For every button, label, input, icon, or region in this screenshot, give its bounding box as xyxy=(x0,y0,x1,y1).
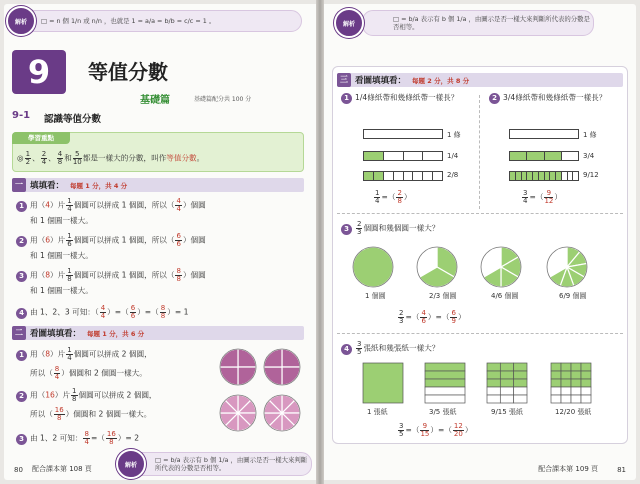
square-twentieths-cell xyxy=(581,363,591,371)
hint-badge-label: 解析 xyxy=(124,461,137,469)
hint-badge xyxy=(334,8,364,38)
section-2-header: 二 看圖填填看： 每題 1 分，共 6 分 xyxy=(12,326,304,340)
square-twentieths-cell xyxy=(571,387,581,395)
question-3-tail: 和 1 個圓一樣大。 xyxy=(30,286,93,295)
problem-3: 3 由 1、2 可知： $\frac{8}{4}$ =（ $\frac{16}{8}$ ）= 2 xyxy=(16,431,139,446)
square-fifteenths-cell xyxy=(487,395,500,403)
problem-2-b: 所以（ $\frac{16}{8}$ ）個圓和 2 個圓一樣大。 xyxy=(30,406,152,422)
card-3-equation: $\frac{2}{3}$ =（ $\frac{4}{6}$ ）=（ $\frac{6}{9}$ ） xyxy=(399,309,466,325)
square-label-3: 9/15 張紙 xyxy=(491,408,523,416)
basic-score: 基礎篇配分共 100 分 xyxy=(194,96,252,103)
strip-label-2-3: 9/12 xyxy=(583,171,599,179)
square-twentieths-cell xyxy=(551,395,561,403)
lesson-number: 9-1 xyxy=(12,110,31,121)
square-twentieths-cell xyxy=(571,395,581,403)
square-label-4: 12/20 張紙 xyxy=(555,408,592,416)
square-fifths-cell xyxy=(425,395,465,403)
page-ref: 配合課本第 109 頁 xyxy=(538,465,598,473)
square-fifteenths-cell xyxy=(500,379,513,387)
question-4: 4 由 1、2、3 可知：（ $\frac{4}{4}$ ）=（ $\frac{6}{6}$ ）=（ $\frac{8}{8}$ ）= 1 xyxy=(16,305,188,320)
card-3-title: 3 $\frac{2}{3}$ 個圓和幾個圓一樣大？ xyxy=(341,221,439,236)
circle-diagrams xyxy=(4,4,318,480)
card-4-equation: $\frac{3}{5}$ =（ $\frac{9}{15}$ ）=（ $\frac{12}{20}$ ） xyxy=(399,422,473,438)
circle-label-2: 2/3 個圓 xyxy=(429,292,457,300)
card-2-equation: $\frac{3}{4}$ =（ $\frac{9}{12}$ ） xyxy=(523,189,562,205)
card-2-title: 2 3/4條紙帶和幾條紙帶一樣長？ xyxy=(489,93,606,104)
square-twentieths-cell xyxy=(561,363,571,371)
square-fifteenths-cell xyxy=(500,363,513,371)
square-fifths-cell xyxy=(425,371,465,379)
circle-label-1: 1 個圓 xyxy=(365,292,386,300)
square-fifths-cell xyxy=(425,379,465,387)
key-frac-1: $\frac{1}{2}$ xyxy=(25,150,31,166)
square-fifteenths-cell xyxy=(500,395,513,403)
square-twentieths-cell xyxy=(581,371,591,379)
square-twentieths-cell xyxy=(561,395,571,403)
square-twentieths-cell xyxy=(571,363,581,371)
card-4-title: 4 $\frac{3}{5}$ 張紙和幾張紙一樣大？ xyxy=(341,341,439,356)
square-twentieths-cell xyxy=(551,363,561,371)
strip-label-2: 1/4 xyxy=(447,152,459,160)
right-page xyxy=(322,4,636,480)
question-3: 3 用（8）片 $\frac{1}{8}$ 個圓可以拼成 1 個圓，所以（ $\frac{8}{8}$ ）個圓 xyxy=(16,268,206,283)
square-twentieths-cell xyxy=(551,379,561,387)
key-frac-4: $\frac{5}{10}$ xyxy=(72,150,82,166)
problem-1-b: 所以（ $\frac{8}{4}$ ）個圓和 2 個圓一樣大。 xyxy=(30,365,147,381)
hint-text: □ = b/a 表示有 b 個 1/a ，由圖示是否一樣大來判斷所代表的分數是否相等。 xyxy=(393,15,590,31)
key-frac-3: $\frac{4}{8}$ xyxy=(57,150,63,166)
square-fifths-cell xyxy=(425,387,465,395)
left-page xyxy=(4,4,318,480)
shape-diagrams xyxy=(333,67,629,445)
square-twentieths-cell xyxy=(561,371,571,379)
hint-top-right xyxy=(362,10,594,36)
page-number: 80 xyxy=(14,466,23,474)
problem-2: 2 用（16）片 $\frac{1}{8}$ 個圓可以拼成 2 個圓， xyxy=(16,388,157,403)
square-twentieths-cell xyxy=(571,379,581,387)
square-twentieths-cell xyxy=(581,379,591,387)
square-fifths-cell xyxy=(425,363,465,371)
hint-badge-label: 解析 xyxy=(14,18,27,26)
square-fifteenths-cell xyxy=(514,363,527,371)
exercise-card xyxy=(332,66,628,444)
square-fifteenths-cell xyxy=(487,363,500,371)
strip-label-2-2: 3/4 xyxy=(583,152,595,160)
square-fifteenths-cell xyxy=(514,387,527,395)
square-fifteenths-cell xyxy=(500,387,513,395)
key-term: 等值分數 xyxy=(166,153,197,163)
square-fifteenths-cell xyxy=(487,387,500,395)
square-label-1: 1 張紙 xyxy=(367,408,388,416)
square-label-2: 3/5 張紙 xyxy=(429,408,457,416)
chapter-title: 等值分數 xyxy=(88,60,168,84)
problem-1: 1 用（8）片 $\frac{1}{4}$ 個圓可以拼成 2 個圓， xyxy=(16,347,152,362)
strip-label-3: 2/8 xyxy=(447,171,459,179)
hint-text: □ = n 個 1/n 或 n/n ，也就是 1 = a/a = b/b = c/c = 1 。 xyxy=(41,17,216,25)
chapter-number: 9 xyxy=(12,50,66,94)
study-key-label: 學習重點 xyxy=(12,132,70,144)
square-twentieths-cell xyxy=(561,387,571,395)
page-ref: 配合課本第 108 頁 xyxy=(32,465,92,473)
hint-badge xyxy=(116,449,146,479)
key-frac-2: $\frac{2}{4}$ xyxy=(41,150,47,166)
circle-label-4: 6/9 個圓 xyxy=(559,292,587,300)
square-twentieths-cell xyxy=(581,395,591,403)
card-1-title: 1 1/4條紙帶和幾條紙帶一樣長？ xyxy=(341,93,458,104)
hint-badge-label: 解析 xyxy=(342,20,355,28)
square-fifteenths-cell xyxy=(514,379,527,387)
square-twentieths-cell xyxy=(571,371,581,379)
square-fifteenths-cell xyxy=(514,395,527,403)
square-fifteenths-cell xyxy=(487,371,500,379)
section-1-header: 一 填填看： 每題 1 分，共 4 分 xyxy=(12,178,304,192)
hint-bottom-left xyxy=(124,452,312,476)
question-2-tail: 和 1 個圓一樣大。 xyxy=(30,251,93,260)
study-key-text: ◎ $\frac{1}{2}$ 、 $\frac{2}{4}$ 、 $\frac{4}{8}$ 和 $\frac{5}{10}$ 都是一樣大的分數，叫作等值分數。 xyxy=(17,150,205,166)
page-number: 81 xyxy=(617,466,626,474)
book-spine xyxy=(316,0,324,484)
square-whole-cell xyxy=(363,363,403,403)
square-twentieths-cell xyxy=(551,371,561,379)
square-fifteenths-cell xyxy=(500,371,513,379)
section-3-header: 三 看圖填填看： 每題 2 分，共 8 分 xyxy=(337,73,623,87)
square-fifteenths-cell xyxy=(487,379,500,387)
square-twentieths-cell xyxy=(581,387,591,395)
question-1: 1 用（4）片 $\frac{1}{4}$ 個圓可以拼成 1 個圓，所以（ $\frac{4}{4}$ ）個圓 xyxy=(16,198,206,213)
circle-label-3: 4/6 個圓 xyxy=(491,292,519,300)
hint-text: □ = b/a 表示有 b 個 1/a ，由圖示是否一樣大來判斷所代表的分數是否相等。 xyxy=(155,456,308,472)
card-1-equation: $\frac{1}{4}$ =（ $\frac{2}{8}$ ） xyxy=(375,189,412,205)
basic-label: 基礎篇 xyxy=(140,95,170,106)
lesson-title: 認識等值分數 xyxy=(44,114,102,125)
square-twentieths-cell xyxy=(551,387,561,395)
strip-label-1: 1 條 xyxy=(447,131,461,139)
strip-label-2-1: 1 條 xyxy=(583,131,597,139)
square-fifteenths-cell xyxy=(514,371,527,379)
square-twentieths-cell xyxy=(561,379,571,387)
question-2: 2 用（6）片 $\frac{1}{6}$ 個圓可以拼成 1 個圓，所以（ $\frac{6}{6}$ ）個圓 xyxy=(16,233,206,248)
question-1-tail: 和 1 個圓一樣大。 xyxy=(30,216,93,225)
